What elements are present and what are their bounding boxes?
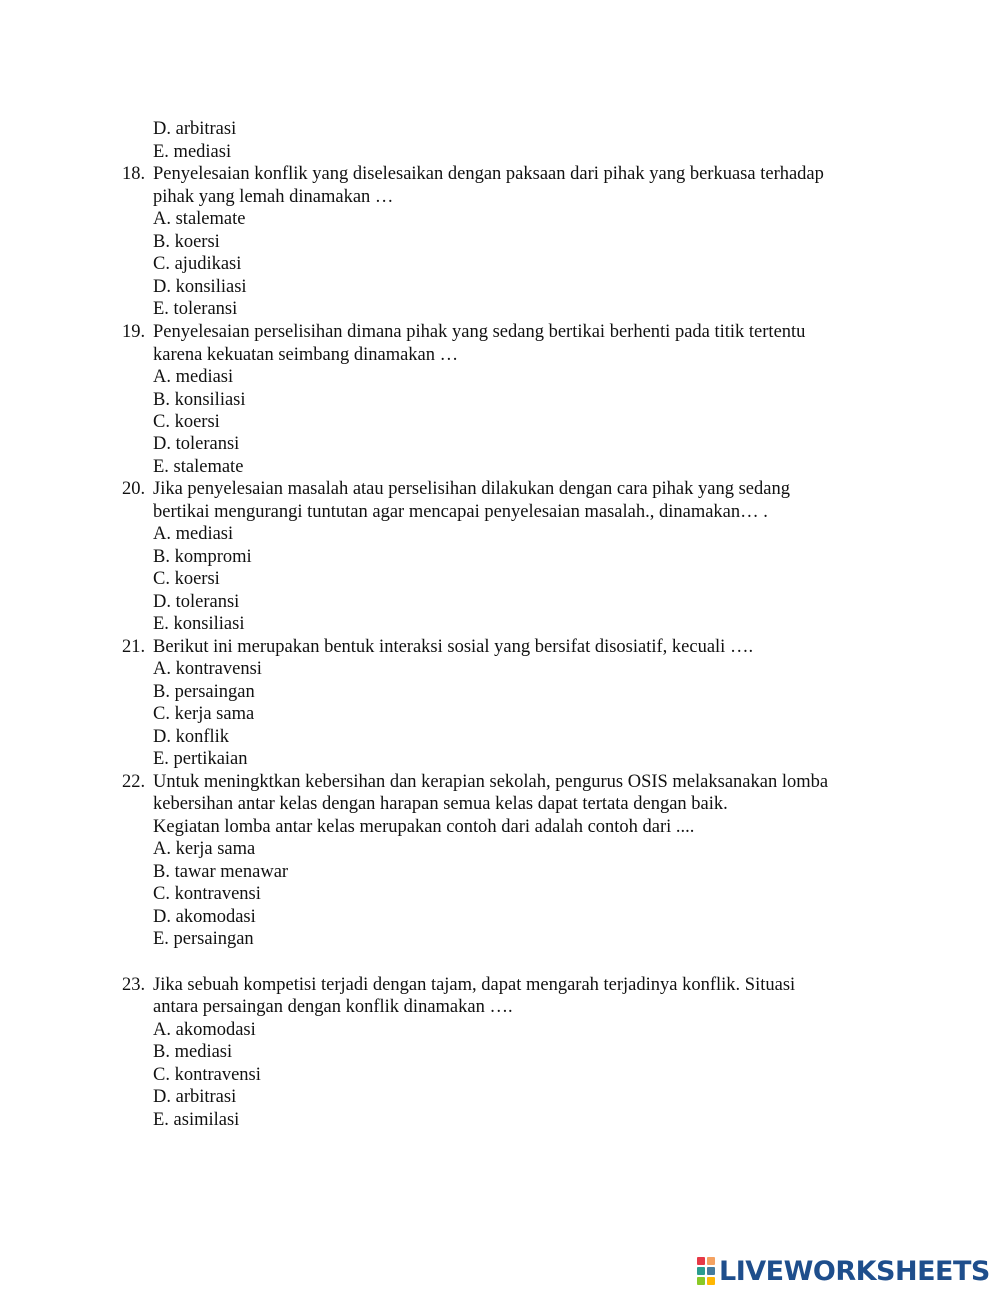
option: A. stalemate bbox=[153, 209, 246, 229]
option: C. kontravensi bbox=[153, 1065, 261, 1085]
logo-mark-icon bbox=[697, 1257, 715, 1285]
logo-block bbox=[697, 1277, 705, 1285]
option: A. kerja sama bbox=[153, 839, 256, 859]
question-text: Jika sebuah kompetisi terjadi dengan tajam, dapat mengarah terjadinya konflik. Situasi bbox=[153, 975, 796, 995]
question-text: Penyelesaian konflik yang diselesaikan dengan paksaan dari pihak yang berkuasa terhadap bbox=[153, 164, 824, 184]
option: E. mediasi bbox=[153, 142, 232, 162]
option: B. persaingan bbox=[153, 682, 255, 702]
option: E. pertikaian bbox=[153, 749, 248, 769]
option: C. koersi bbox=[153, 569, 220, 589]
question-number: 22. bbox=[122, 772, 146, 792]
question-number: 19. bbox=[122, 322, 146, 342]
option: E. konsiliasi bbox=[153, 614, 245, 634]
option: D. toleransi bbox=[153, 592, 240, 612]
option: D. akomodasi bbox=[153, 907, 256, 927]
option: B. mediasi bbox=[153, 1042, 233, 1062]
option: A. akomodasi bbox=[153, 1020, 256, 1040]
option: D. arbitrasi bbox=[153, 1087, 237, 1107]
option: D. konsiliasi bbox=[153, 277, 247, 297]
question-number: 23. bbox=[122, 975, 146, 995]
option: E. toleransi bbox=[153, 299, 238, 319]
option: B. kompromi bbox=[153, 547, 252, 567]
logo-block bbox=[697, 1267, 705, 1275]
question-text: kebersihan antar kelas dengan harapan semua kelas dapat tertata dengan baik. bbox=[153, 794, 728, 814]
question-text: Jika penyelesaian masalah atau perselisihan dilakukan dengan cara pihak yang sedang bbox=[153, 479, 790, 499]
question-text: Kegiatan lomba antar kelas merupakan contoh dari adalah contoh dari .... bbox=[153, 817, 695, 837]
logo-block bbox=[707, 1277, 715, 1285]
question-number: 21. bbox=[122, 637, 146, 657]
option: D. arbitrasi bbox=[153, 119, 237, 139]
option: B. tawar menawar bbox=[153, 862, 289, 882]
logo-block bbox=[707, 1257, 715, 1265]
question-text: Untuk meningktkan kebersihan dan kerapian sekolah, pengurus OSIS melaksanakan lomba bbox=[153, 772, 829, 792]
question-number: 20. bbox=[122, 479, 146, 499]
question-number: 18. bbox=[122, 164, 146, 184]
question-text: bertikai mengurangi tuntutan agar mencapai penyelesaian masalah., dinamakan… . bbox=[153, 502, 768, 522]
option: E. persaingan bbox=[153, 929, 254, 949]
liveworksheets-logo bbox=[697, 1256, 990, 1286]
option: B. konsiliasi bbox=[153, 390, 246, 410]
option: A. kontravensi bbox=[153, 659, 262, 679]
logo-block bbox=[707, 1267, 715, 1275]
question-text: karena kekuatan seimbang dinamakan … bbox=[153, 345, 459, 365]
option: D. konflik bbox=[153, 727, 230, 747]
question-text: Penyelesaian perselisihan dimana pihak yang sedang bertikai berhenti pada titik tertentu bbox=[153, 322, 806, 342]
logo-block bbox=[697, 1257, 705, 1265]
option: C. koersi bbox=[153, 412, 220, 432]
question-text: antara persaingan dengan konflik dinamakan …. bbox=[153, 997, 513, 1017]
option: C. ajudikasi bbox=[153, 254, 242, 274]
question-text: Berikut ini merupakan bentuk interaksi sosial yang bersifat disosiatif, kecuali …. bbox=[153, 637, 754, 657]
option: C. kerja sama bbox=[153, 704, 255, 724]
option: A. mediasi bbox=[153, 367, 234, 387]
option: E. asimilasi bbox=[153, 1110, 240, 1130]
question-text: pihak yang lemah dinamakan … bbox=[153, 187, 394, 207]
option: E. stalemate bbox=[153, 457, 244, 477]
option: D. toleransi bbox=[153, 434, 240, 454]
option: B. koersi bbox=[153, 232, 220, 252]
option: A. mediasi bbox=[153, 524, 234, 544]
option: C. kontravensi bbox=[153, 884, 261, 904]
brand-name: LIVEWORKSHEETS bbox=[719, 1255, 990, 1287]
